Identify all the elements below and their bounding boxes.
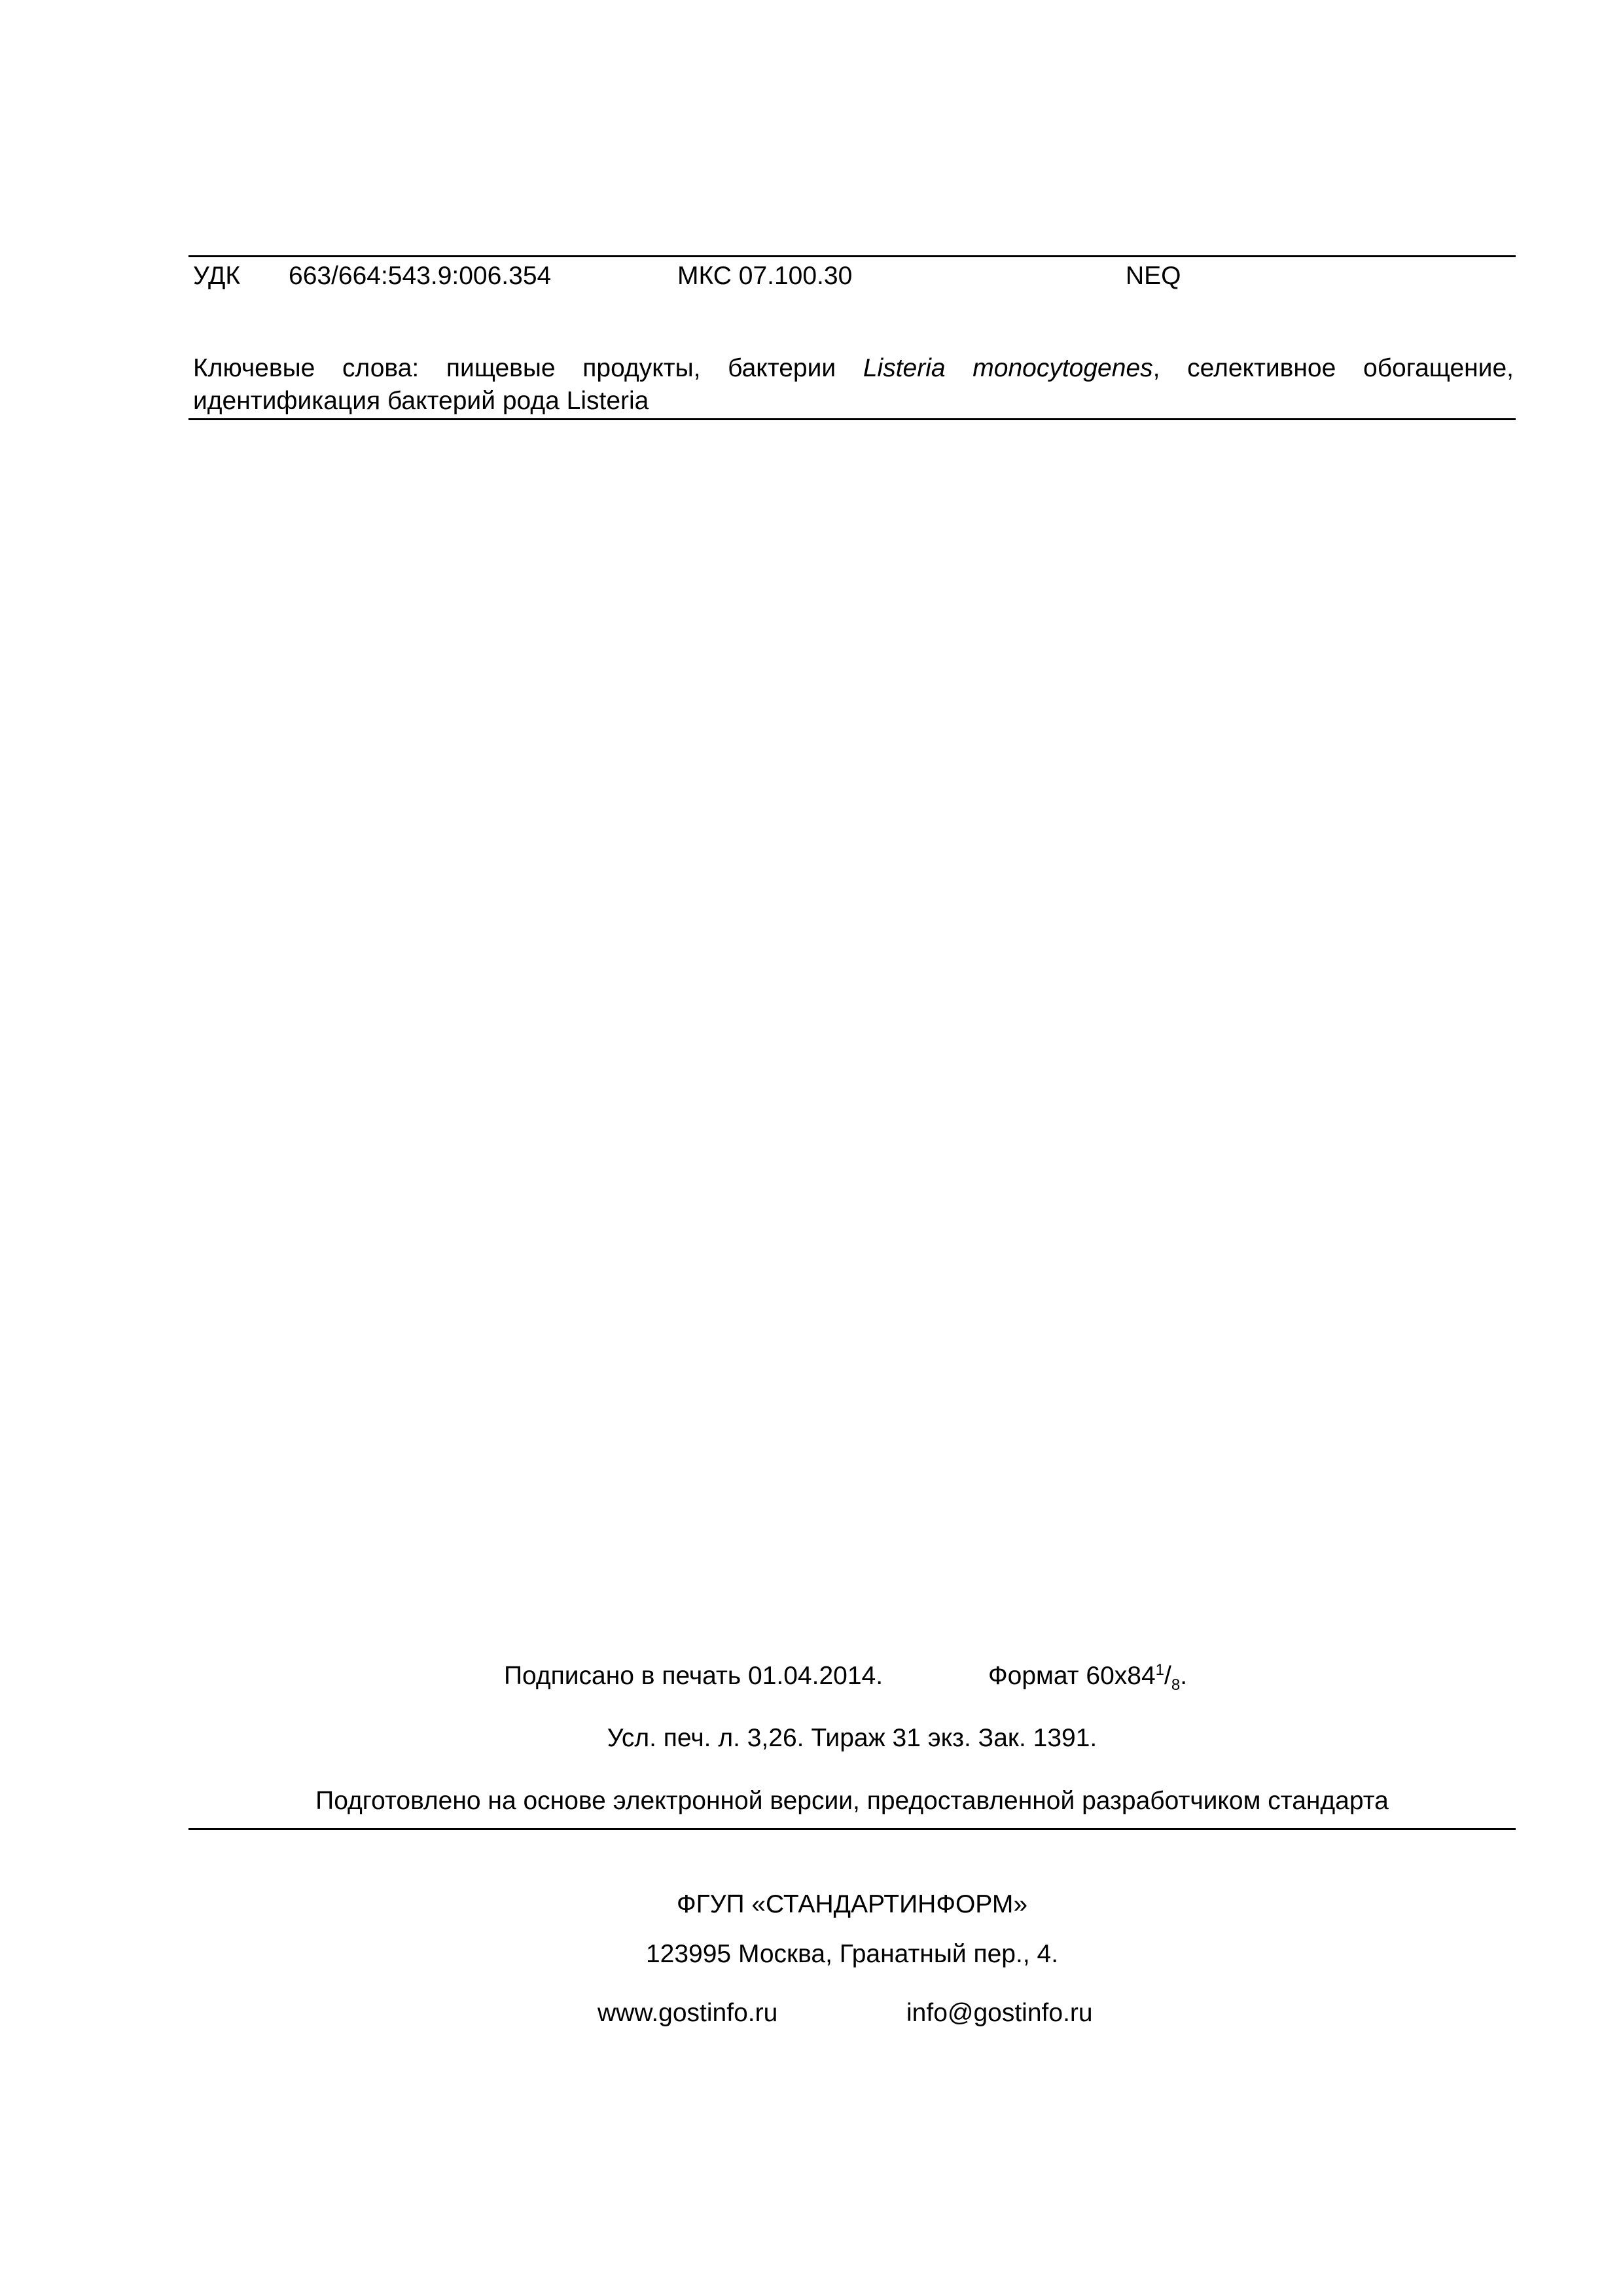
udk-code: 663/664:543.9:006.354 [289, 262, 552, 290]
publisher-address: 123995 Москва, Гранатный пер., 4. [645, 1940, 1059, 1968]
keywords-species: Listeria monocytogenes [863, 354, 1153, 382]
keywords-prefix: Ключевые слова: пищевые продукты, бактерии [193, 354, 863, 382]
publisher-website: www.gostinfo.ru [597, 1999, 778, 2027]
publisher-email: info@gostinfo.ru [906, 1999, 1093, 2027]
keywords-block [193, 352, 1514, 418]
keywords-line-1 [193, 352, 1514, 385]
keywords-middle: , селективное обогащение, [1152, 354, 1514, 382]
imprint-rule [188, 1828, 1516, 1830]
format-numerator: 1 [1155, 1661, 1164, 1679]
format-end: . [1180, 1662, 1188, 1690]
prepared-line: Подготовлено на основе электронной версии, предоставленной разработчиком стандарта [315, 1787, 1389, 1815]
print-sheets-line: Усл. печ. л. 3,26. Тираж 31 экз. Зак. 1391. [607, 1724, 1097, 1752]
format-denominator: 8 [1171, 1676, 1181, 1694]
udk-label: УДК [193, 262, 241, 290]
publisher-name: ФГУП «СТАНДАРТИНФОРМ» [676, 1890, 1028, 1918]
signed-for-print: Подписано в печать 01.04.2014. [504, 1662, 883, 1690]
keywords-line-2: идентификация бактерий рода Listeria [193, 387, 649, 415]
keywords-rule [188, 418, 1516, 420]
print-format [988, 1661, 1188, 1694]
top-rule [188, 255, 1516, 257]
format-slash: / [1164, 1662, 1171, 1690]
conformity-mark: NEQ [1126, 262, 1181, 290]
format-prefix: Формат 60x84 [988, 1662, 1156, 1690]
mks-code: МКС 07.100.30 [677, 262, 853, 290]
